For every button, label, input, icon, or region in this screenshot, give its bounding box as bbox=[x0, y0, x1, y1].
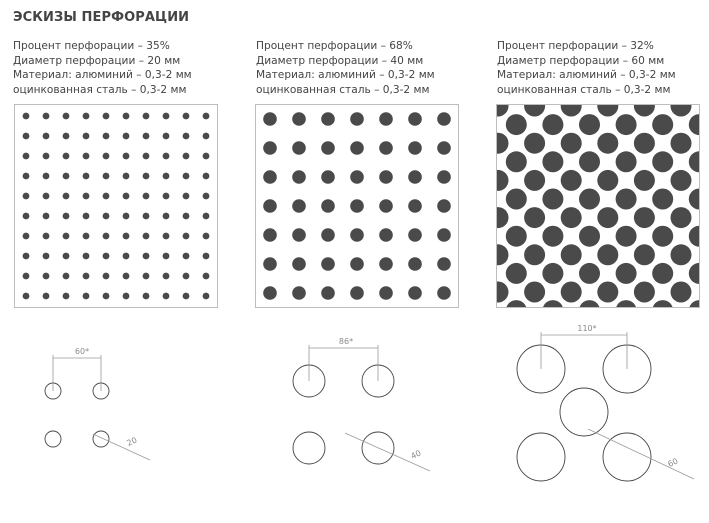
perforation-hole bbox=[506, 226, 527, 247]
perforation-hole bbox=[616, 114, 637, 135]
spec-steel: оцинкованная сталь – 0,3-2 мм bbox=[13, 83, 187, 96]
perforation-hole bbox=[616, 300, 637, 307]
perforation-hole bbox=[671, 207, 692, 228]
perforation-hole bbox=[103, 173, 110, 180]
perforation-hole bbox=[579, 189, 600, 210]
perforation-hole bbox=[23, 273, 30, 280]
perforation-hole bbox=[671, 105, 692, 117]
perforation-hole bbox=[43, 153, 50, 160]
perforation-hole bbox=[143, 253, 150, 260]
perforation-hole bbox=[63, 213, 70, 220]
perforation-hole bbox=[43, 173, 50, 180]
perforation-hole bbox=[561, 207, 582, 228]
perforation-hole bbox=[163, 133, 170, 140]
perforation-hole bbox=[143, 273, 150, 280]
perforation-hole bbox=[634, 105, 655, 117]
perforation-hole bbox=[321, 141, 335, 155]
perforation-hole bbox=[524, 170, 545, 191]
perforation-hole bbox=[183, 273, 190, 280]
perforation-hole bbox=[23, 173, 30, 180]
perforation-hole bbox=[321, 257, 335, 271]
perforation-hole bbox=[43, 253, 50, 260]
perforation-hole bbox=[263, 228, 277, 242]
perforation-hole bbox=[83, 173, 90, 180]
perforation-hole bbox=[123, 253, 130, 260]
perforation-hole bbox=[123, 133, 130, 140]
perforation-hole bbox=[63, 193, 70, 200]
perforation-hole bbox=[292, 141, 306, 155]
spec-block-3 bbox=[497, 39, 676, 97]
perforation-hole bbox=[143, 113, 150, 120]
perforation-hole bbox=[379, 257, 393, 271]
perforation-hole bbox=[203, 113, 210, 120]
perforation-hole bbox=[143, 213, 150, 220]
perforation-hole bbox=[497, 133, 509, 154]
spec-percent: Процент перфорации – 35% bbox=[13, 40, 170, 52]
perforation-hole bbox=[506, 263, 527, 284]
pattern-panel-1 bbox=[14, 104, 218, 308]
perforation-hole bbox=[63, 113, 70, 120]
perforation-hole bbox=[83, 293, 90, 300]
perforation-hole bbox=[561, 105, 582, 117]
perforation-hole bbox=[63, 173, 70, 180]
perforation-hole bbox=[143, 153, 150, 160]
pattern-panel-3 bbox=[496, 104, 700, 308]
perforation-hole bbox=[63, 233, 70, 240]
perforation-hole bbox=[579, 226, 600, 247]
perforation-hole bbox=[634, 133, 655, 154]
perforation-hole bbox=[263, 141, 277, 155]
perforation-hole bbox=[63, 293, 70, 300]
perforation-hole bbox=[203, 153, 210, 160]
perforation-hole bbox=[408, 228, 422, 242]
perforation-hole bbox=[183, 293, 190, 300]
perforation-hole bbox=[321, 228, 335, 242]
perforation-hole bbox=[350, 257, 364, 271]
perforation-hole bbox=[292, 199, 306, 213]
perforation-hole bbox=[63, 253, 70, 260]
perforation-hole bbox=[163, 193, 170, 200]
perforation-hole bbox=[183, 113, 190, 120]
perforation-hole bbox=[292, 257, 306, 271]
perforation-hole bbox=[43, 213, 50, 220]
perforation-hole bbox=[524, 207, 545, 228]
perforation-hole bbox=[597, 207, 618, 228]
perforation-hole bbox=[123, 113, 130, 120]
perforation-hole bbox=[379, 141, 393, 155]
perforation-hole bbox=[183, 133, 190, 140]
perforation-hole bbox=[350, 112, 364, 126]
perforation-hole bbox=[183, 193, 190, 200]
perforation-hole bbox=[350, 228, 364, 242]
perforation-hole bbox=[23, 213, 30, 220]
perforation-hole bbox=[143, 193, 150, 200]
perforation-hole bbox=[143, 173, 150, 180]
perforation-hole bbox=[379, 228, 393, 242]
perforation-hole bbox=[63, 153, 70, 160]
perforation-hole bbox=[321, 170, 335, 184]
perforation-hole bbox=[689, 300, 699, 307]
perforation-hole bbox=[203, 253, 210, 260]
perforation-hole bbox=[163, 113, 170, 120]
perforation-hole bbox=[183, 233, 190, 240]
perforation-hole bbox=[671, 282, 692, 303]
spec-percent: Процент перфорации – 32% bbox=[497, 40, 654, 52]
dimension-sketches bbox=[0, 315, 709, 520]
perforation-hole bbox=[561, 244, 582, 265]
perforation-hole bbox=[542, 263, 563, 284]
perforation-hole bbox=[634, 170, 655, 191]
page-title: ЭСКИЗЫ ПЕРФОРАЦИИ bbox=[13, 10, 190, 25]
perforation-hole bbox=[542, 226, 563, 247]
spec-block-2 bbox=[256, 39, 435, 97]
perforation-hole bbox=[350, 141, 364, 155]
spec-diameter: Диаметр перфорации – 60 мм bbox=[497, 54, 665, 67]
perforation-hole bbox=[408, 257, 422, 271]
perforation-hole bbox=[616, 226, 637, 247]
perforation-hole bbox=[350, 199, 364, 213]
perforation-hole bbox=[652, 189, 673, 210]
perforation-hole bbox=[321, 286, 335, 300]
spec-diameter: Диаметр перфорации – 40 мм bbox=[256, 54, 424, 67]
perforation-hole bbox=[123, 213, 130, 220]
spec-diameter: Диаметр перфорации – 20 мм bbox=[13, 54, 181, 67]
diameter-label-3: 60 bbox=[666, 456, 680, 469]
perforation-hole bbox=[616, 151, 637, 172]
perforation-hole bbox=[561, 133, 582, 154]
perforation-hole bbox=[43, 273, 50, 280]
perforation-hole bbox=[292, 286, 306, 300]
perforation-hole bbox=[497, 207, 509, 228]
perforation-hole bbox=[497, 105, 509, 117]
perforation-hole bbox=[123, 153, 130, 160]
perforation-hole bbox=[163, 293, 170, 300]
perforation-hole bbox=[616, 189, 637, 210]
perforation-hole bbox=[616, 263, 637, 284]
perforation-hole bbox=[689, 189, 699, 210]
spec-percent: Процент перфорации – 68% bbox=[256, 40, 413, 52]
perforation-hole bbox=[43, 113, 50, 120]
perforation-hole bbox=[408, 286, 422, 300]
perforation-hole bbox=[163, 153, 170, 160]
perforation-hole bbox=[23, 113, 30, 120]
perforation-hole bbox=[350, 170, 364, 184]
perforation-hole bbox=[652, 226, 673, 247]
perforation-hole bbox=[163, 233, 170, 240]
perforation-hole bbox=[689, 114, 699, 135]
perforation-hole bbox=[634, 207, 655, 228]
perforation-hole bbox=[437, 286, 451, 300]
perforation-hole bbox=[123, 193, 130, 200]
perforation-hole bbox=[263, 112, 277, 126]
spec-material: Материал: алюминий – 0,3-2 мм bbox=[497, 69, 676, 81]
perforation-hole bbox=[103, 273, 110, 280]
perforation-hole bbox=[23, 133, 30, 140]
perforation-hole bbox=[143, 133, 150, 140]
perforation-hole bbox=[497, 244, 509, 265]
perforation-hole bbox=[524, 282, 545, 303]
perforation-hole bbox=[689, 263, 699, 284]
spec-steel: оцинкованная сталь – 0,3-2 мм bbox=[497, 83, 671, 96]
perforation-hole bbox=[143, 233, 150, 240]
perforation-hole bbox=[524, 133, 545, 154]
perforation-pattern-medium bbox=[256, 105, 458, 307]
perforation-hole bbox=[671, 244, 692, 265]
perforation-hole bbox=[203, 173, 210, 180]
perforation-hole bbox=[163, 213, 170, 220]
perforation-hole bbox=[123, 273, 130, 280]
spec-block-1 bbox=[13, 39, 192, 97]
perforation-hole bbox=[542, 300, 563, 307]
perforation-hole bbox=[83, 113, 90, 120]
perforation-hole bbox=[23, 153, 30, 160]
perforation-hole bbox=[103, 233, 110, 240]
perforation-hole bbox=[23, 293, 30, 300]
perforation-hole bbox=[263, 257, 277, 271]
perforation-hole bbox=[163, 253, 170, 260]
perforation-hole bbox=[292, 112, 306, 126]
perforation-hole bbox=[43, 293, 50, 300]
perforation-hole bbox=[292, 228, 306, 242]
perforation-hole bbox=[23, 253, 30, 260]
perforation-hole bbox=[83, 193, 90, 200]
perforation-hole bbox=[103, 293, 110, 300]
perforation-hole bbox=[203, 293, 210, 300]
perforation-hole bbox=[203, 213, 210, 220]
perforation-hole bbox=[437, 199, 451, 213]
perforation-hole bbox=[597, 133, 618, 154]
perforation-hole bbox=[263, 199, 277, 213]
perforation-hole bbox=[408, 141, 422, 155]
perforation-hole bbox=[379, 286, 393, 300]
perforation-hole bbox=[83, 233, 90, 240]
spec-material: Материал: алюминий – 0,3-2 мм bbox=[256, 69, 435, 81]
perforation-hole bbox=[103, 253, 110, 260]
perforation-hole bbox=[103, 193, 110, 200]
perforation-hole bbox=[524, 105, 545, 117]
perforation-hole bbox=[203, 233, 210, 240]
pitch-label-3: 110* bbox=[577, 324, 597, 333]
perforation-hole bbox=[321, 199, 335, 213]
perforation-hole bbox=[634, 282, 655, 303]
perforation-hole bbox=[63, 273, 70, 280]
perforation-hole bbox=[579, 151, 600, 172]
perforation-hole bbox=[652, 114, 673, 135]
diameter-label-1: 20 bbox=[125, 435, 139, 448]
perforation-hole bbox=[408, 170, 422, 184]
perforation-hole bbox=[103, 133, 110, 140]
perforation-hole bbox=[263, 286, 277, 300]
perforation-hole bbox=[43, 233, 50, 240]
perforation-hole bbox=[292, 170, 306, 184]
perforation-hole bbox=[183, 213, 190, 220]
perforation-hole bbox=[379, 112, 393, 126]
perforation-hole bbox=[103, 213, 110, 220]
perforation-hole bbox=[203, 193, 210, 200]
perforation-hole bbox=[497, 282, 509, 303]
perforation-hole bbox=[379, 170, 393, 184]
perforation-hole bbox=[183, 173, 190, 180]
perforation-hole bbox=[103, 113, 110, 120]
perforation-hole bbox=[183, 253, 190, 260]
perforation-hole bbox=[542, 114, 563, 135]
perforation-hole bbox=[203, 273, 210, 280]
perforation-hole bbox=[43, 193, 50, 200]
perforation-hole bbox=[634, 244, 655, 265]
perforation-hole bbox=[671, 170, 692, 191]
perforation-hole bbox=[350, 286, 364, 300]
perforation-hole bbox=[163, 173, 170, 180]
perforation-hole bbox=[561, 282, 582, 303]
perforation-hole bbox=[123, 233, 130, 240]
perforation-hole bbox=[321, 112, 335, 126]
perforation-hole bbox=[437, 112, 451, 126]
perforation-hole bbox=[408, 199, 422, 213]
perforation-hole bbox=[597, 282, 618, 303]
perforation-hole bbox=[203, 133, 210, 140]
perforation-hole bbox=[83, 133, 90, 140]
perforation-hole bbox=[689, 226, 699, 247]
perforation-hole bbox=[542, 151, 563, 172]
perforation-hole bbox=[43, 133, 50, 140]
perforation-hole bbox=[497, 170, 509, 191]
perforation-pattern-large bbox=[497, 105, 699, 307]
perforation-hole bbox=[123, 173, 130, 180]
pitch-label-2: 86* bbox=[338, 337, 354, 346]
perforation-hole bbox=[524, 244, 545, 265]
dimension-sketch-3 bbox=[517, 332, 694, 481]
perforation-hole bbox=[561, 170, 582, 191]
perforation-hole bbox=[597, 170, 618, 191]
perforation-hole bbox=[408, 112, 422, 126]
perforation-hole bbox=[437, 257, 451, 271]
perforation-hole bbox=[437, 141, 451, 155]
pitch-label-1: 60* bbox=[74, 347, 90, 356]
perforation-hole bbox=[542, 189, 563, 210]
perforation-hole bbox=[652, 151, 673, 172]
pattern-panel-2 bbox=[255, 104, 459, 308]
perforation-hole bbox=[506, 114, 527, 135]
perforation-hole bbox=[83, 273, 90, 280]
perforation-hole bbox=[579, 263, 600, 284]
perforation-hole bbox=[83, 153, 90, 160]
perforation-hole bbox=[23, 233, 30, 240]
perforation-hole bbox=[597, 244, 618, 265]
perforation-hole bbox=[671, 133, 692, 154]
perforation-hole bbox=[506, 300, 527, 307]
perforation-hole bbox=[437, 228, 451, 242]
perforation-hole bbox=[506, 189, 527, 210]
perforation-hole bbox=[379, 199, 393, 213]
perforation-pattern-small bbox=[15, 105, 217, 307]
perforation-hole bbox=[689, 151, 699, 172]
perforation-hole bbox=[63, 133, 70, 140]
perforation-hole bbox=[597, 105, 618, 117]
perforation-hole bbox=[263, 170, 277, 184]
perforation-hole bbox=[83, 253, 90, 260]
perforation-hole bbox=[579, 114, 600, 135]
perforation-hole bbox=[506, 151, 527, 172]
spec-steel: оцинкованная сталь – 0,3-2 мм bbox=[256, 83, 430, 96]
perforation-hole bbox=[652, 263, 673, 284]
perforation-hole bbox=[23, 193, 30, 200]
perforation-hole bbox=[652, 300, 673, 307]
perforation-hole bbox=[83, 213, 90, 220]
spec-material: Материал: алюминий – 0,3-2 мм bbox=[13, 69, 192, 81]
perforation-hole bbox=[183, 153, 190, 160]
perforation-hole bbox=[143, 293, 150, 300]
perforation-hole bbox=[103, 153, 110, 160]
perforation-hole bbox=[579, 300, 600, 307]
perforation-hole bbox=[437, 170, 451, 184]
perforation-hole bbox=[123, 293, 130, 300]
perforation-hole bbox=[163, 273, 170, 280]
diameter-label-2: 40 bbox=[409, 448, 423, 461]
